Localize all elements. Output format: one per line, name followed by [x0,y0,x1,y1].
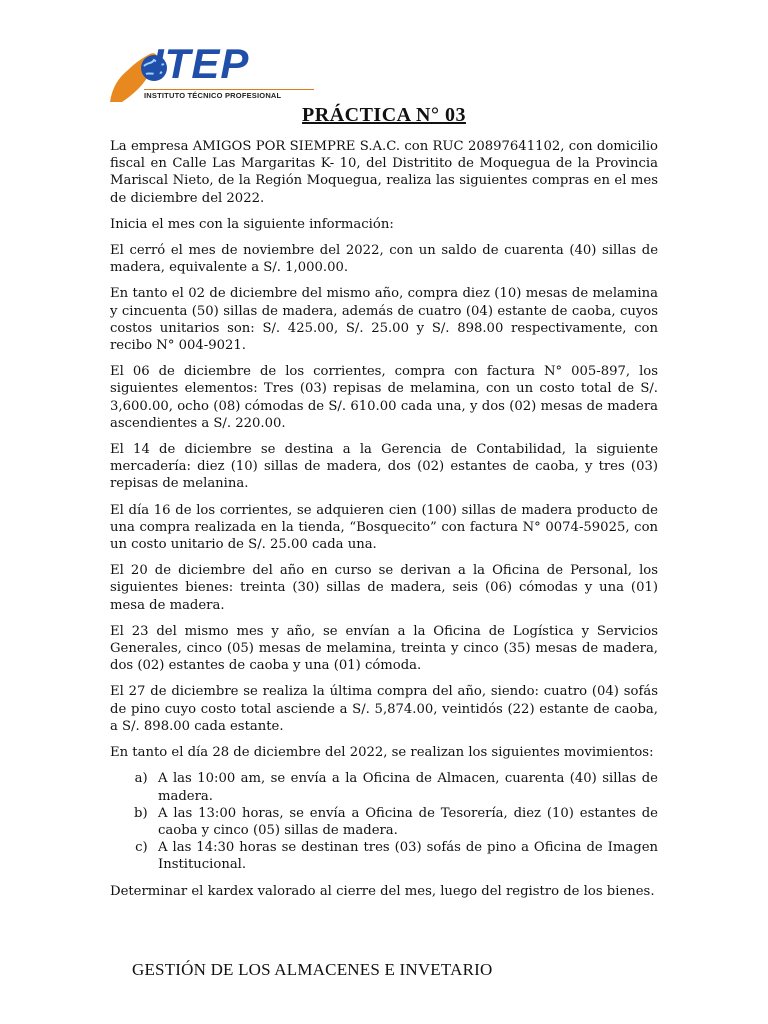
list-item: b. A las 13:00 horas, se envía a Oficina de Tesorería, diez (10) estantes de caoba y cinco (05) sillas de madera. [156,805,658,839]
paragraph: En tanto el día 28 de diciembre del 2022, se realizan los siguientes movimientos: [110,745,654,761]
logo-subtitle: INSTITUTO TÉCNICO PROFESIONAL [144,89,314,100]
paragraph: La empresa AMIGOS POR SIEMPRE S.A.C. con RUC 20897641102, con domicilio fiscal en Calle Las Margaritas K- 10, del Distritito de Moquegua de la Provincia Mariscal Nieto, de la Región Moquegua, realiza las siguientes compras en el mes de diciembre del 2022. [110,139,658,206]
page-title: PRÁCTICA N° 03 [302,104,466,126]
itep-logo [108,42,318,104]
paragraph: En tanto el 02 de diciembre del mismo año, compra diez (10) mesas de melamina y cincuenta (50) sillas de madera, además de cuatro (04) estante de caoba, cuyos costos unitarios son: S/. 425.00, S/. 25.00 y S/. 898.00 respectivamente, con recibo N° 004-9021. [110,286,658,354]
paragraph: El 14 de diciembre se destina a la Gerencia de Contabilidad, la siguiente mercadería: diez (10) sillas de madera, dos (02) estantes de caoba, y tres (03) repisas de melanina. [110,442,658,492]
paragraph: El cerró el mes de noviembre del 2022, con un saldo de cuarenta (40) sillas de madera, equivalente a S/. 1,000.00. [110,243,658,276]
logo-wordmark: ITEP [152,40,250,87]
movements-list [110,770,658,873]
document-body [110,138,658,909]
paragraph: Inicia el mes con la siguiente información: [110,216,394,232]
paragraph: El día 16 de los corrientes, se adquieren cien (100) sillas de madera producto de una compra realizada en la tienda, “Bosquecito” con factura N° 0074-59025, con un costo unitario de S/. 25.00 cada una. [110,502,658,553]
closing-paragraph: Determinar el kardex valorado al cierre del mes, luego del registro de los bienes. [110,883,655,899]
paragraph: El 20 de diciembre del año en curso se derivan a la Oficina de Personal, los siguientes bienes: treinta (30) sillas de madera, seis (06) cómodas y una (01) mesa de madera. [110,563,658,613]
paragraph: El 06 de diciembre de los corrientes, compra con factura N° 005-897, los siguientes elementos: Tres (03) repisas de melamina, con un costo total de S/. 3,600.00, ocho (08) cómodas de S/. 610.00 cada una, y dos (02) mesas de madera ascendientes a S/. 220.00. [110,364,658,431]
list-item: c. A las 14:30 horas se destinan tres (03) sofás de pino a Oficina de Imagen Institucional. [156,839,658,873]
paragraph: El 23 del mismo mes y año, se envían a la Oficina de Logística y Servicios Generales, cinco (05) mesas de melamina, treinta y cinco (35) mesas de madera, dos (02) estantes de caoba y una (01) cómoda. [110,623,658,674]
paragraph: El 27 de diciembre se realiza la última compra del año, siendo: cuatro (04) sofás de pino cuyo costo total asciende a S/. 5,874.00, veintidós (22) estante de caoba, a S/. 898.00 cada estante. [110,684,658,734]
list-item: a. A las 10:00 am, se envía a la Oficina de Almacen, cuarenta (40) sillas de madera. [156,770,658,804]
footer-text: GESTIÓN DE LOS ALMACENES E INVETARIO [132,960,493,979]
